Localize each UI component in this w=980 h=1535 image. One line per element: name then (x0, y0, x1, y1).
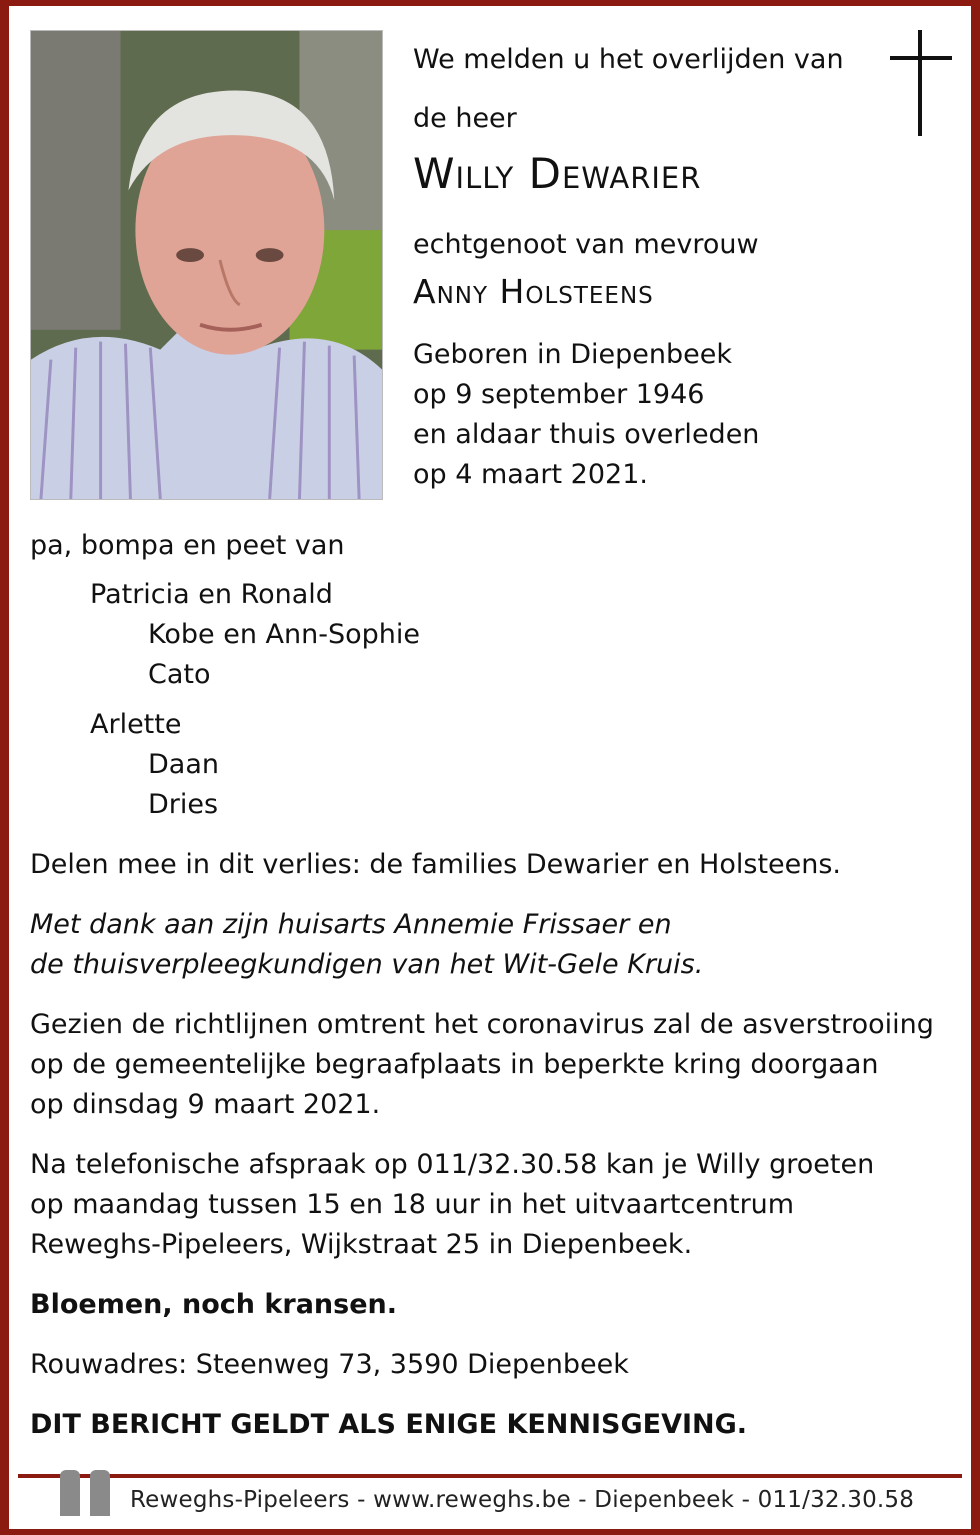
family-parent: Patricia en Ronald (90, 579, 333, 610)
birth-date: op 9 september 1946 (413, 379, 705, 410)
ceremony-line-1: Gezien de richtlijnen omtrent het coronavirus zal de asverstrooiing (30, 1009, 934, 1040)
ceremony-line-2: op de gemeentelijke begraafplaats in beperkte kring doorgaan (30, 1049, 879, 1080)
family-intro: pa, bompa en peet van (30, 530, 345, 561)
family-child: Dries (148, 789, 219, 820)
mourning-address: Rouwadres: Steenweg 73, 3590 Diepenbeek (30, 1349, 629, 1380)
death-place: en aldaar thuis overleden (413, 419, 760, 450)
title-prefix: de heer (413, 103, 517, 134)
visit-line-1: Na telefonische afspraak op 011/32.30.58 kan je Willy groeten (30, 1149, 875, 1180)
family-parent: Arlette (90, 709, 182, 740)
spouse-intro: echtgenoot van mevrouw (413, 229, 759, 260)
family-child: Daan (148, 749, 219, 780)
intro-text: We melden u het overlijden van (413, 44, 844, 75)
death-date: op 4 maart 2021. (413, 459, 648, 490)
thanks-line-2: de thuisverpleegkundigen van het Wit-Gele Kruis. (30, 949, 704, 980)
cross-icon (890, 30, 952, 136)
notice-text: DIT BERICHT GELDT ALS ENIGE KENNISGEVING. (30, 1409, 748, 1440)
footer-divider (18, 1474, 962, 1478)
family-child: Kobe en Ann-Sophie (148, 619, 420, 650)
visit-line-3: Reweghs-Pipeleers, Wijkstraat 25 in Diepenbeek. (30, 1229, 693, 1260)
footer-contact: Reweghs-Pipeleers - www.reweghs.be - Diepenbeek - 011/32.30.58 (130, 1487, 915, 1513)
flowers-text: Bloemen, noch kransen. (30, 1289, 397, 1320)
funeral-home-logo-icon (60, 1470, 112, 1516)
portrait-photo (30, 30, 383, 500)
birth-place: Geboren in Diepenbeek (413, 339, 732, 370)
deceased-name: Willy Dewarier (413, 149, 702, 198)
visit-line-2: op maandag tussen 15 en 18 uur in het uitvaartcentrum (30, 1189, 795, 1220)
thanks-line-1: Met dank aan zijn huisarts Annemie Frissaer en (30, 909, 672, 940)
family-child: Cato (148, 659, 211, 690)
spouse-name: Anny Holsteens (413, 272, 654, 311)
ceremony-line-3: op dinsdag 9 maart 2021. (30, 1089, 381, 1120)
share-text: Delen mee in dit verlies: de families Dewarier en Holsteens. (30, 849, 842, 880)
